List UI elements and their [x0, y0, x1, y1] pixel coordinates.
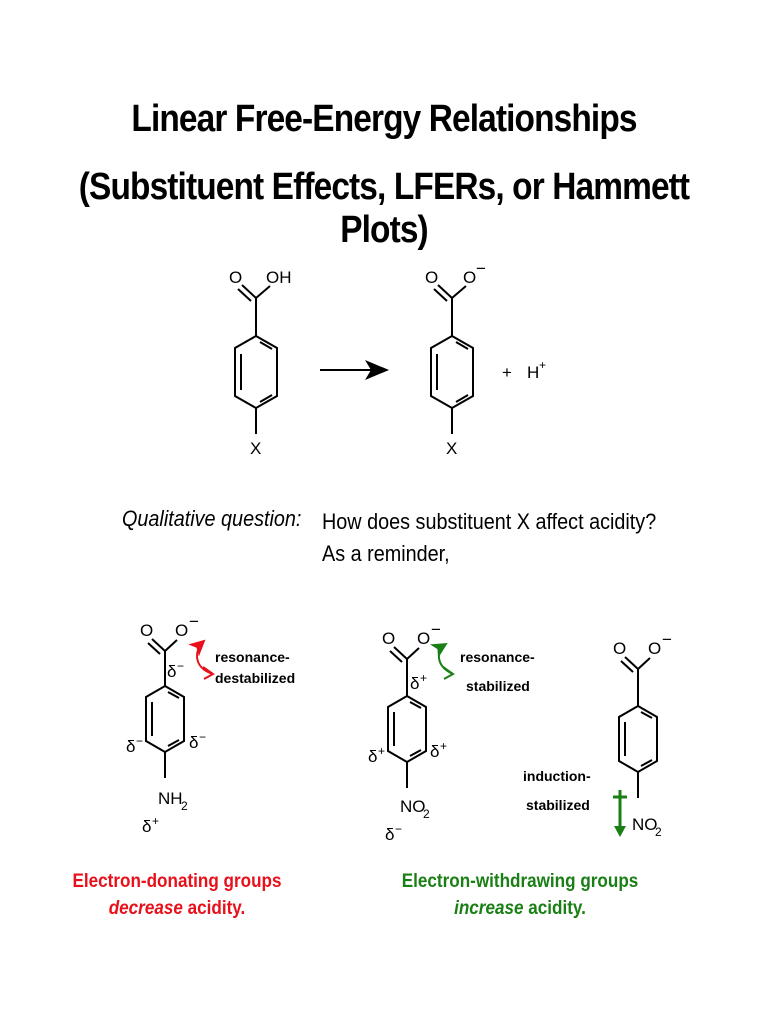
donating-delta-n: δ	[142, 817, 152, 836]
withdrawing-caption-rest: acidity.	[523, 898, 586, 919]
withdrawing-delta-ipso: δ	[410, 674, 420, 693]
withdrawing-substituent: NO	[400, 797, 426, 816]
plus-sign: +	[502, 363, 512, 382]
withdrawing-substituent-sub: 2	[423, 807, 430, 821]
reactant-carbonyl-o: O	[229, 268, 243, 287]
withdrawing-note-line-1: resonance-	[460, 649, 535, 665]
donating-delta-right: δ	[189, 733, 199, 752]
donating-caption-rest: acidity.	[182, 898, 246, 919]
induction-carbonyl-o: O	[613, 639, 627, 658]
withdrawing-caption-emphasis: increase	[454, 898, 524, 919]
withdrawing-negative-charge: −	[431, 620, 441, 639]
donating-note-line-2: destabilized	[215, 670, 296, 686]
withdrawing-caption	[394, 868, 646, 922]
donating-caption	[65, 868, 290, 922]
withdrawing-delta-o: δ	[385, 825, 395, 844]
donating-caption-line-1: Electron-donating groups	[72, 871, 282, 892]
withdrawing-caption-line-1: Electron-withdrawing groups	[401, 871, 639, 892]
slide-title-line-2: (Substituent Effects, LFERs, or Hammett Plots)	[78, 166, 690, 251]
question-line-2: As a reminder,	[322, 541, 450, 566]
proton: H	[527, 363, 540, 382]
donating-substituent-sub: 2	[181, 799, 188, 813]
induction-note-line-1: induction-	[523, 768, 591, 784]
question-line-1: How does substituent X affect acidity?	[322, 509, 657, 534]
donating-negative-charge: −	[189, 612, 199, 631]
withdrawing-delta-right: δ	[430, 742, 440, 761]
donating-delta-ipso: δ	[167, 662, 177, 681]
donating-delta-left-sign: −	[136, 734, 144, 748]
product-negative-charge: −	[476, 259, 486, 278]
product-carboxylate-o: O	[463, 268, 477, 287]
withdrawing-molecule-resonance	[388, 647, 426, 788]
donating-carbonyl-o: O	[140, 621, 154, 640]
donating-caption-emphasis: decrease	[108, 898, 183, 919]
slide-title-line-1: Linear Free-Energy Relationships	[131, 98, 637, 140]
induction-substituent-sub: 2	[655, 825, 662, 839]
withdrawing-carboxylate-o: O	[417, 629, 431, 648]
withdrawing-carbonyl-o: O	[382, 629, 396, 648]
induction-negative-charge: −	[662, 630, 672, 649]
induction-carboxylate-o: O	[648, 639, 662, 658]
donating-delta-n-sign: +	[152, 814, 160, 828]
induction-arrow-green	[613, 790, 627, 828]
withdrawing-delta-ipso-sign: +	[420, 671, 428, 685]
withdrawing-molecule-induction	[619, 657, 657, 798]
withdrawing-note-line-2: stabilized	[466, 678, 530, 694]
withdrawing-delta-right-sign: +	[440, 739, 448, 753]
withdrawing-caption-line-2	[394, 895, 646, 922]
question-text	[322, 506, 656, 570]
withdrawing-delta-left: δ	[368, 747, 378, 766]
donating-substituent: NH	[158, 789, 183, 808]
donating-caption-line-2	[65, 895, 290, 922]
donating-delta-left: δ	[126, 737, 136, 756]
reactant-substituent-x: X	[250, 439, 262, 458]
withdrawing-delta-left-sign: +	[378, 744, 386, 758]
product-substituent-x: X	[446, 439, 458, 458]
reactant-hydroxyl: OH	[266, 268, 292, 287]
donating-delta-right-sign: −	[199, 730, 207, 744]
question-label: Qualitative question:	[122, 506, 302, 531]
donating-carboxylate-o: O	[175, 621, 189, 640]
proton-charge: +	[539, 358, 547, 372]
product-carbonyl-o: O	[425, 268, 439, 287]
induction-substituent: NO	[632, 815, 658, 834]
induction-note-line-2: stabilized	[526, 797, 590, 813]
reactant-molecule	[235, 285, 277, 434]
donating-delta-ipso-sign: −	[177, 659, 185, 673]
product-molecule	[431, 285, 473, 434]
donating-note-line-1: resonance-	[215, 649, 290, 665]
withdrawing-delta-o-sign: −	[395, 822, 403, 836]
